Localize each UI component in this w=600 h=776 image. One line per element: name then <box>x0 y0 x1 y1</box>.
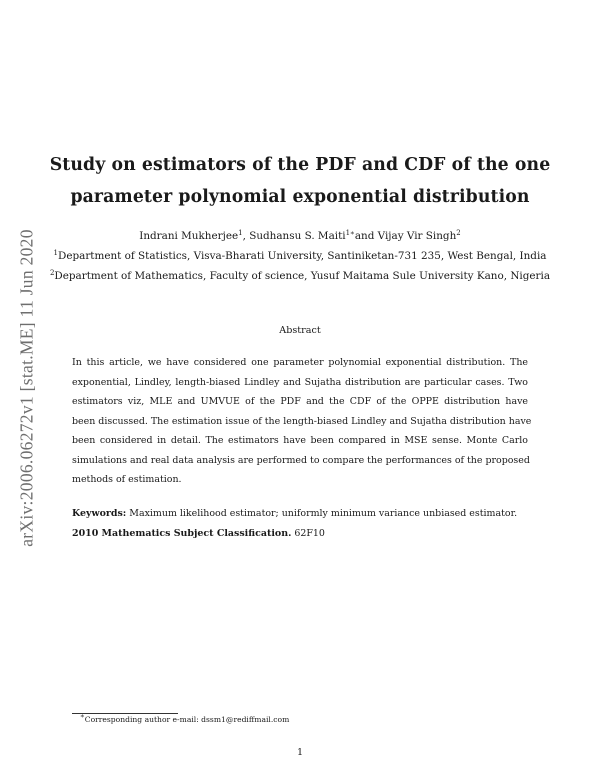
footnote-text: Corresponding author e-mail: dssm1@rediffmail.com <box>84 715 290 724</box>
abstract-line: been discussed. The estimation issue of the length-biased Lindley and Sujatha distribution have <box>72 415 532 427</box>
author-name: Vijay Vir Singh <box>377 230 457 242</box>
author-separator: , <box>242 230 250 242</box>
affiliation <box>0 250 600 262</box>
author-name: Indrani Mukherjee <box>139 230 239 242</box>
paper-title-line-2: parameter polynomial exponential distribution <box>70 187 530 207</box>
keywords <box>72 508 528 519</box>
abstract-line: been considered in detail. The estimators have been compared in MSE sense. Monte Carlo <box>72 435 528 446</box>
author-affiliation-mark: 1 <box>238 229 243 237</box>
msc-code: 62F10 <box>291 528 325 539</box>
author-affiliation-mark: 2 <box>456 229 461 237</box>
arxiv-identifier: arXiv:2006.06272v1 [stat.ME] 11 Jun 2020 <box>16 229 37 547</box>
affiliation-text: Department of Statistics, Visva-Bharati University, Santiniketan-731 235, West Bengal, India <box>58 250 547 262</box>
abstract-line: methods of estimation. <box>72 474 182 485</box>
msc-label: 2010 Mathematics Subject Classification. <box>72 528 292 539</box>
footnote-mark: ∗ <box>80 712 85 720</box>
affiliation-text: Department of Mathematics, Faculty of science, Yusuf Maitama Sule University Kano, Nigeria <box>54 270 551 282</box>
footnote <box>80 712 290 724</box>
author-affiliation-mark: 1∗ <box>345 229 355 237</box>
footnote-divider <box>72 713 178 714</box>
paper-title-line-1: Study on estimators of the PDF and CDF of the one <box>49 155 551 175</box>
keywords-text: Maximum likelihood estimator; uniformly minimum variance unbiased estimator. <box>126 508 518 519</box>
affiliation-number: 1 <box>53 249 58 257</box>
author-separator: and <box>354 230 378 242</box>
abstract-line: In this article, we have considered one parameter polynomial exponential distribution. The <box>72 357 528 368</box>
subject-classification <box>72 528 528 539</box>
abstract-line: simulations and real data analysis are performed to compare the performances of the proposed <box>72 454 530 466</box>
keywords-label: Keywords: <box>72 508 127 519</box>
author-name: Sudhansu S. Maiti <box>249 230 346 242</box>
abstract-line: estimators viz, MLE and UMVUE of the PDF and the CDF of the OPPE distribution have <box>72 396 528 407</box>
affiliation-number: 2 <box>49 269 55 277</box>
author-list <box>0 230 600 242</box>
affiliation <box>0 270 600 282</box>
abstract-body <box>72 353 532 490</box>
abstract-line: exponential, Lindley, length-biased Lindley and Sujatha distribution are particular cases. Two <box>72 376 528 388</box>
page-number: 1 <box>296 747 304 758</box>
abstract-heading: Abstract <box>279 325 321 336</box>
